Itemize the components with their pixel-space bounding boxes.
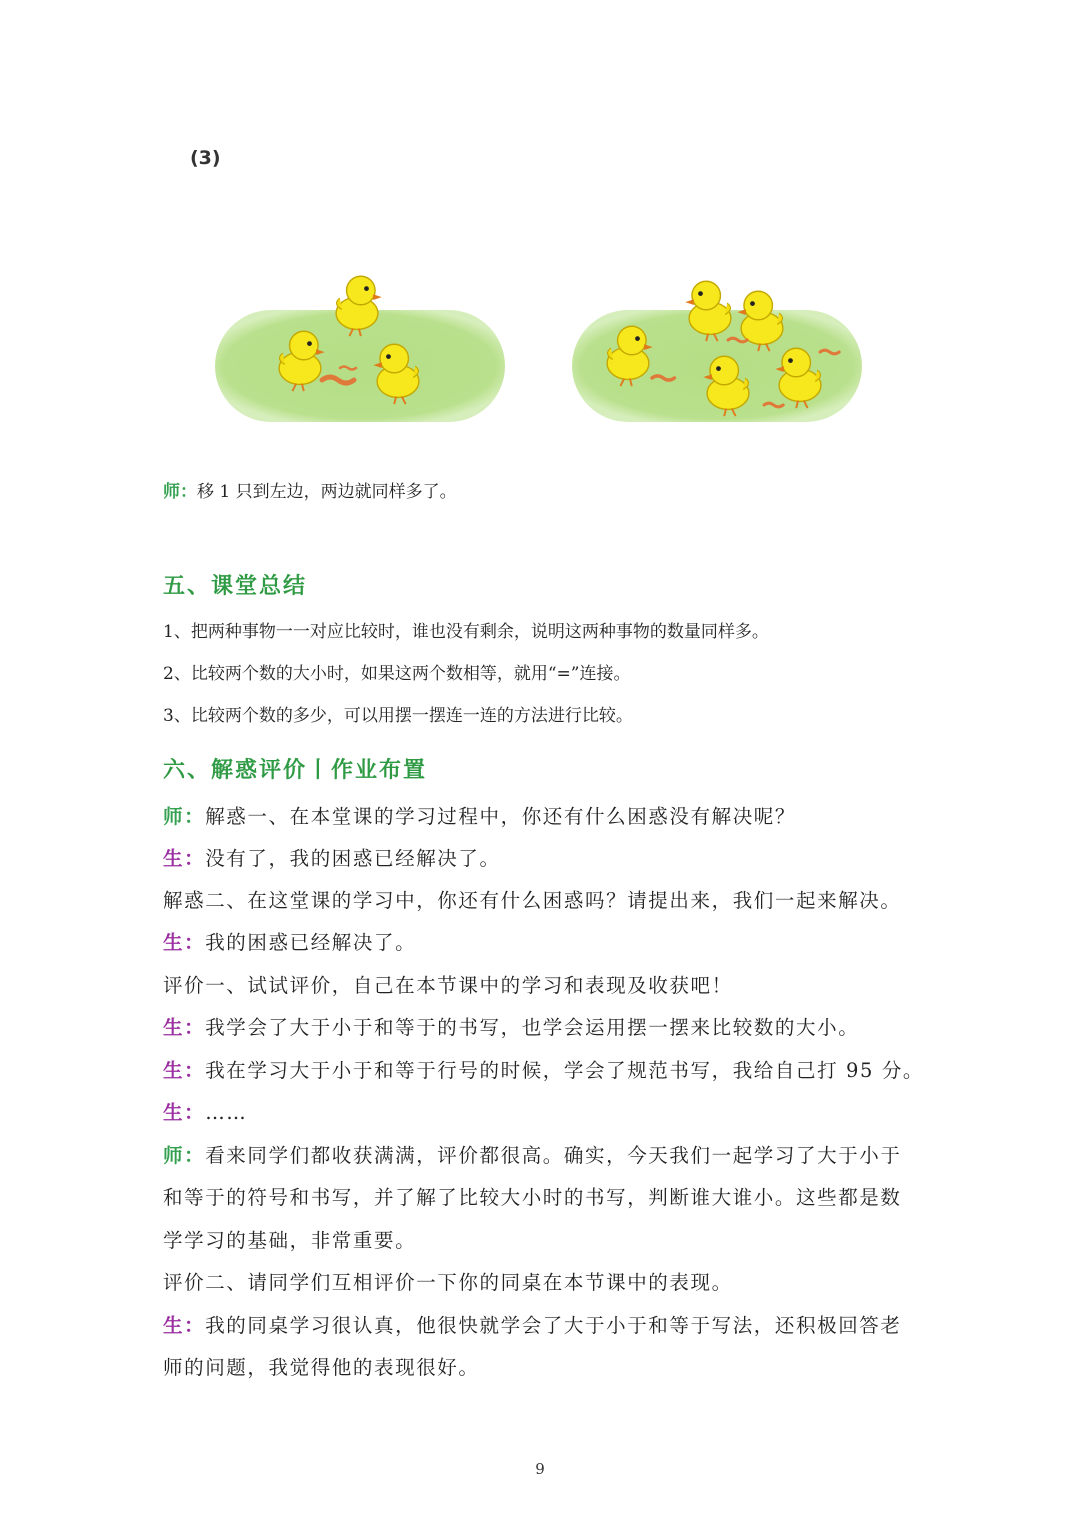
summary-item-2: 2、比较两个数的大小时，如果这两个数相等，就用“=”连接。 <box>163 664 631 684</box>
dialogue-line: 生：我的同桌学习很认真，他很快就学会了大于小于和等于写法，还积极回答老 <box>163 1314 902 1337</box>
dialogue-line: 学学习的基础，非常重要。 <box>163 1229 417 1252</box>
speaker-teacher: 师： <box>163 482 197 502</box>
dialogue-line: 解惑二、在这堂课的学习中，你还有什么困惑吗？请提出来，我们一起来解决。 <box>163 889 902 912</box>
dialogue-line: 生：我的困惑已经解决了。 <box>163 931 417 954</box>
dialogue-line: 师的问题，我觉得他的表现很好。 <box>163 1356 480 1379</box>
summary-item-1: 1、把两种事物一一对应比较时，谁也没有剩余，说明这两种事物的数量同样多。 <box>163 622 769 642</box>
teacher-note <box>163 480 457 504</box>
dialogue-line: 评价一、试试评价，自己在本节课中的学习和表现及收获吧！ <box>163 974 733 997</box>
question-number: (3) <box>190 147 221 169</box>
dialogue-line: 师：解惑一、在本堂课的学习过程中，你还有什么困惑没有解决呢？ <box>163 805 797 828</box>
page-number: 9 <box>535 1460 545 1478</box>
dialogue-line: 生：…… <box>163 1101 248 1124</box>
section-title-summary: 五、课堂总结 <box>163 573 308 599</box>
dialogue-line: 生：我学会了大于小于和等于的书写，也学会运用摆一摆来比较数的大小。 <box>163 1016 860 1039</box>
note-text: 移 1 只到左边，两边就同样多了。 <box>197 482 457 502</box>
dialogue-line: 师：看来同学们都收获满满，评价都很高。确实，今天我们一起学习了大于小于 <box>163 1144 902 1167</box>
dialogue-line: 评价二、请同学们互相评价一下你的同桌在本节课中的表现。 <box>163 1271 733 1294</box>
section-title-evaluation: 六、解惑评价丨作业布置 <box>163 757 428 783</box>
chicks-illustration <box>0 270 1080 430</box>
dialogue-line: 和等于的符号和书写，并了解了比较大小时的书写，判断谁大谁小。这些都是数 <box>163 1186 902 1209</box>
summary-item-3: 3、比较两个数的多少，可以用摆一摆连一连的方法进行比较。 <box>163 706 633 726</box>
dialogue-line: 生：我在学习大于小于和等于行号的时候，学会了规范书写，我给自己打 95 分。 <box>163 1059 925 1082</box>
dialogue-line: 生：没有了，我的困惑已经解决了。 <box>163 847 501 870</box>
